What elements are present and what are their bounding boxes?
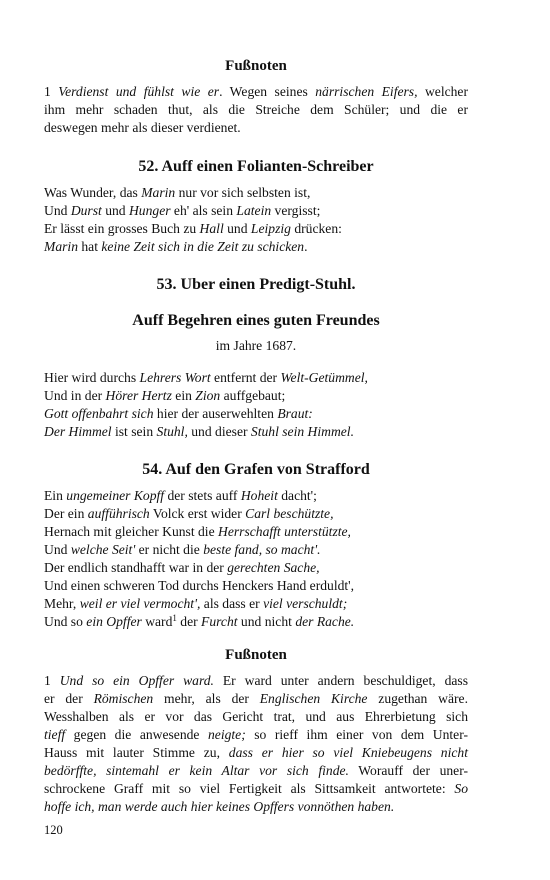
text-run: Er ward unter andern beschuldiget, dass bbox=[213, 673, 468, 688]
text-run: . bbox=[304, 239, 308, 254]
text-run: und nicht bbox=[237, 614, 296, 629]
text-run: dacht'; bbox=[277, 488, 317, 503]
italic-run: aufführisch bbox=[87, 506, 150, 521]
footnotes-heading-1: Fußnoten bbox=[225, 58, 287, 74]
text-run: Hier wird durchs bbox=[44, 370, 140, 385]
italic-run: Zion bbox=[195, 388, 221, 403]
text-run: Hernach mit gleicher Kunst die bbox=[44, 524, 219, 539]
text-line bbox=[44, 541, 468, 559]
text-run: Und so bbox=[44, 614, 87, 629]
italic-run: hoffe ich, man werde auch hier keines Opffers vonnöthen haben. bbox=[44, 799, 395, 814]
italic-run: Stuhl, bbox=[156, 424, 188, 439]
italic-run: gerechten Sache, bbox=[227, 560, 320, 575]
text-run: Mehr, bbox=[44, 596, 80, 611]
text-line bbox=[44, 708, 468, 726]
text-line bbox=[44, 744, 468, 762]
text-run: gegen die anwesende bbox=[65, 727, 208, 742]
text-run: 1 bbox=[44, 673, 60, 688]
italic-run: Latein bbox=[236, 203, 272, 218]
text-run: Der endlich standhafft war in der bbox=[44, 560, 228, 575]
text-line bbox=[44, 672, 468, 690]
italic-run: Gott offenbahrt sich bbox=[44, 406, 154, 421]
italic-run: Marin bbox=[141, 185, 176, 200]
text-run: entfernt der bbox=[210, 370, 281, 385]
italic-run: närrischen Eifers, bbox=[315, 84, 418, 99]
italic-run: neigte; bbox=[207, 727, 246, 742]
text-line bbox=[44, 202, 468, 220]
text-line bbox=[44, 83, 468, 101]
italic-run: welche Seit' bbox=[70, 542, 136, 557]
text-line bbox=[44, 726, 468, 744]
italic-run: Stuhl sein Himmel. bbox=[250, 424, 354, 439]
text-run: Hauss mit lauter Stimme zu, bbox=[44, 745, 229, 760]
text-run: so rieff ihm einer von dem Unter- bbox=[245, 727, 468, 742]
text-line bbox=[44, 613, 468, 631]
footnote-marker: 1 bbox=[172, 613, 177, 623]
italic-run: So bbox=[454, 781, 468, 796]
text-run: und bbox=[223, 221, 251, 236]
italic-run: Lehrers Wort bbox=[139, 370, 211, 385]
footnotes-1 bbox=[44, 83, 468, 137]
italic-run: weil er viel vermocht', bbox=[79, 596, 201, 611]
text-run: nur vor sich selbsten ist, bbox=[175, 185, 311, 200]
text-run: Und einen schweren Tod durchs Henckers Hand erduldt', bbox=[44, 578, 355, 593]
text-line bbox=[44, 595, 468, 613]
italic-run: Hoheit bbox=[240, 488, 278, 503]
text-run: Wesshalben als er vor das Gericht trat, und aus Ehrerbietung sich bbox=[44, 709, 468, 724]
text-line bbox=[44, 523, 468, 541]
poem-53-subtitle: Auff Begehren eines guten Freundes bbox=[132, 312, 380, 329]
footnotes-heading-2: Fußnoten bbox=[225, 647, 287, 663]
italic-run: Hörer Hertz bbox=[105, 388, 172, 403]
text-run: auffgebaut; bbox=[220, 388, 286, 403]
text-run: eh' als sein bbox=[170, 203, 237, 218]
text-line bbox=[44, 387, 468, 405]
text-line bbox=[44, 119, 468, 137]
italic-run: beste fand, so macht'. bbox=[203, 542, 321, 557]
poem-54-text bbox=[44, 487, 468, 631]
text-run: er der bbox=[44, 691, 94, 706]
text-line bbox=[44, 505, 468, 523]
italic-run: keine Zeit sich in die Zeit zu schicken bbox=[101, 239, 305, 254]
footnotes-2 bbox=[44, 672, 468, 816]
text-run: Der ein bbox=[44, 506, 88, 521]
poem-53-year: im Jahre 1687. bbox=[215, 338, 297, 353]
text-line bbox=[44, 405, 468, 423]
text-run: der bbox=[176, 614, 202, 629]
italic-run: bedörffte, sintemahl er kein Altar vor sich finde. bbox=[44, 763, 349, 778]
text-run: und bbox=[101, 203, 129, 218]
text-line bbox=[44, 798, 468, 816]
text-run: Volck erst wider bbox=[149, 506, 246, 521]
text-run: mehr, als der bbox=[153, 691, 260, 706]
text-run: als dass er bbox=[200, 596, 264, 611]
italic-run: Durst bbox=[70, 203, 102, 218]
italic-run: ungemeiner Kopff bbox=[66, 488, 165, 503]
text-run: ward bbox=[141, 614, 173, 629]
text-run: welcher bbox=[417, 84, 468, 99]
text-run: schrockene Graff mit so viel Fertigkeit als Sittsamkeit antwortete: bbox=[44, 781, 455, 796]
text-run: Und bbox=[44, 203, 71, 218]
text-run: der stets auff bbox=[164, 488, 241, 503]
italic-run: Hunger bbox=[128, 203, 171, 218]
page-number: 120 bbox=[44, 823, 63, 837]
italic-run: Welt-Getümmel, bbox=[280, 370, 368, 385]
italic-run: ein Opffer bbox=[86, 614, 142, 629]
text-run: hier der auserwehlten bbox=[153, 406, 278, 421]
italic-run: Marin bbox=[44, 239, 78, 254]
text-run: drücken: bbox=[290, 221, 342, 236]
text-line bbox=[44, 101, 468, 119]
italic-run: Der Himmel bbox=[44, 424, 112, 439]
text-line bbox=[44, 487, 468, 505]
text-run: hat bbox=[77, 239, 102, 254]
text-line bbox=[44, 220, 468, 238]
italic-run: Und so ein Opffer ward. bbox=[59, 673, 214, 688]
text-line bbox=[44, 780, 468, 798]
poem-52-title: 52. Auff einen Folianten-Schreiber bbox=[138, 158, 374, 175]
text-run: ein bbox=[171, 388, 196, 403]
text-run: er nicht die bbox=[135, 542, 204, 557]
italic-run: Hall bbox=[199, 221, 224, 236]
text-line bbox=[44, 559, 468, 577]
text-run: Und bbox=[44, 542, 71, 557]
text-line bbox=[44, 690, 468, 708]
text-line bbox=[44, 423, 468, 441]
text-run: deswegen mehr als dieser verdienet. bbox=[44, 120, 241, 135]
text-line bbox=[44, 577, 468, 595]
text-run: Was Wunder, das bbox=[44, 185, 142, 200]
poem-53-title: 53. Uber einen Predigt-Stuhl. bbox=[156, 276, 356, 293]
text-run: 1 bbox=[44, 84, 59, 99]
italic-run: Carl beschützte, bbox=[245, 506, 334, 521]
italic-run: Braut: bbox=[277, 406, 313, 421]
italic-run: dass er hier so viel Kniebeugens nicht bbox=[228, 745, 468, 760]
italic-run: tieff bbox=[44, 727, 66, 742]
text-line bbox=[44, 238, 468, 256]
text-line bbox=[44, 369, 468, 387]
text-run: zugethan wäre. bbox=[367, 691, 468, 706]
text-run: Ein bbox=[44, 488, 67, 503]
italic-run: Leipzig bbox=[250, 221, 291, 236]
text-run: Er lässt ein grosses Buch zu bbox=[44, 221, 200, 236]
italic-run: Verdienst und fühlst wie er bbox=[58, 84, 220, 99]
poem-52-text bbox=[44, 184, 468, 256]
text-run: Worauff der uner- bbox=[348, 763, 468, 778]
italic-run: Furcht bbox=[201, 614, 238, 629]
poem-54-title: 54. Auf den Grafen von Strafford bbox=[142, 461, 370, 478]
italic-run: Herrschafft unterstützte, bbox=[218, 524, 351, 539]
text-run: Und in der bbox=[44, 388, 106, 403]
text-run: ihm mehr schaden thut, als die Streiche dem Schüler; und die er bbox=[44, 102, 468, 117]
text-run: ist sein bbox=[111, 424, 157, 439]
poem-53-text bbox=[44, 369, 468, 441]
italic-run: der Rache. bbox=[295, 614, 355, 629]
text-run: . Wegen seines bbox=[219, 84, 316, 99]
text-run: vergisst; bbox=[271, 203, 321, 218]
text-line bbox=[44, 184, 468, 202]
italic-run: viel verschuldt; bbox=[263, 596, 348, 611]
text-line bbox=[44, 762, 468, 780]
italic-run: Römischen bbox=[93, 691, 154, 706]
italic-run: Englischen Kirche bbox=[259, 691, 368, 706]
text-run: und dieser bbox=[187, 424, 251, 439]
